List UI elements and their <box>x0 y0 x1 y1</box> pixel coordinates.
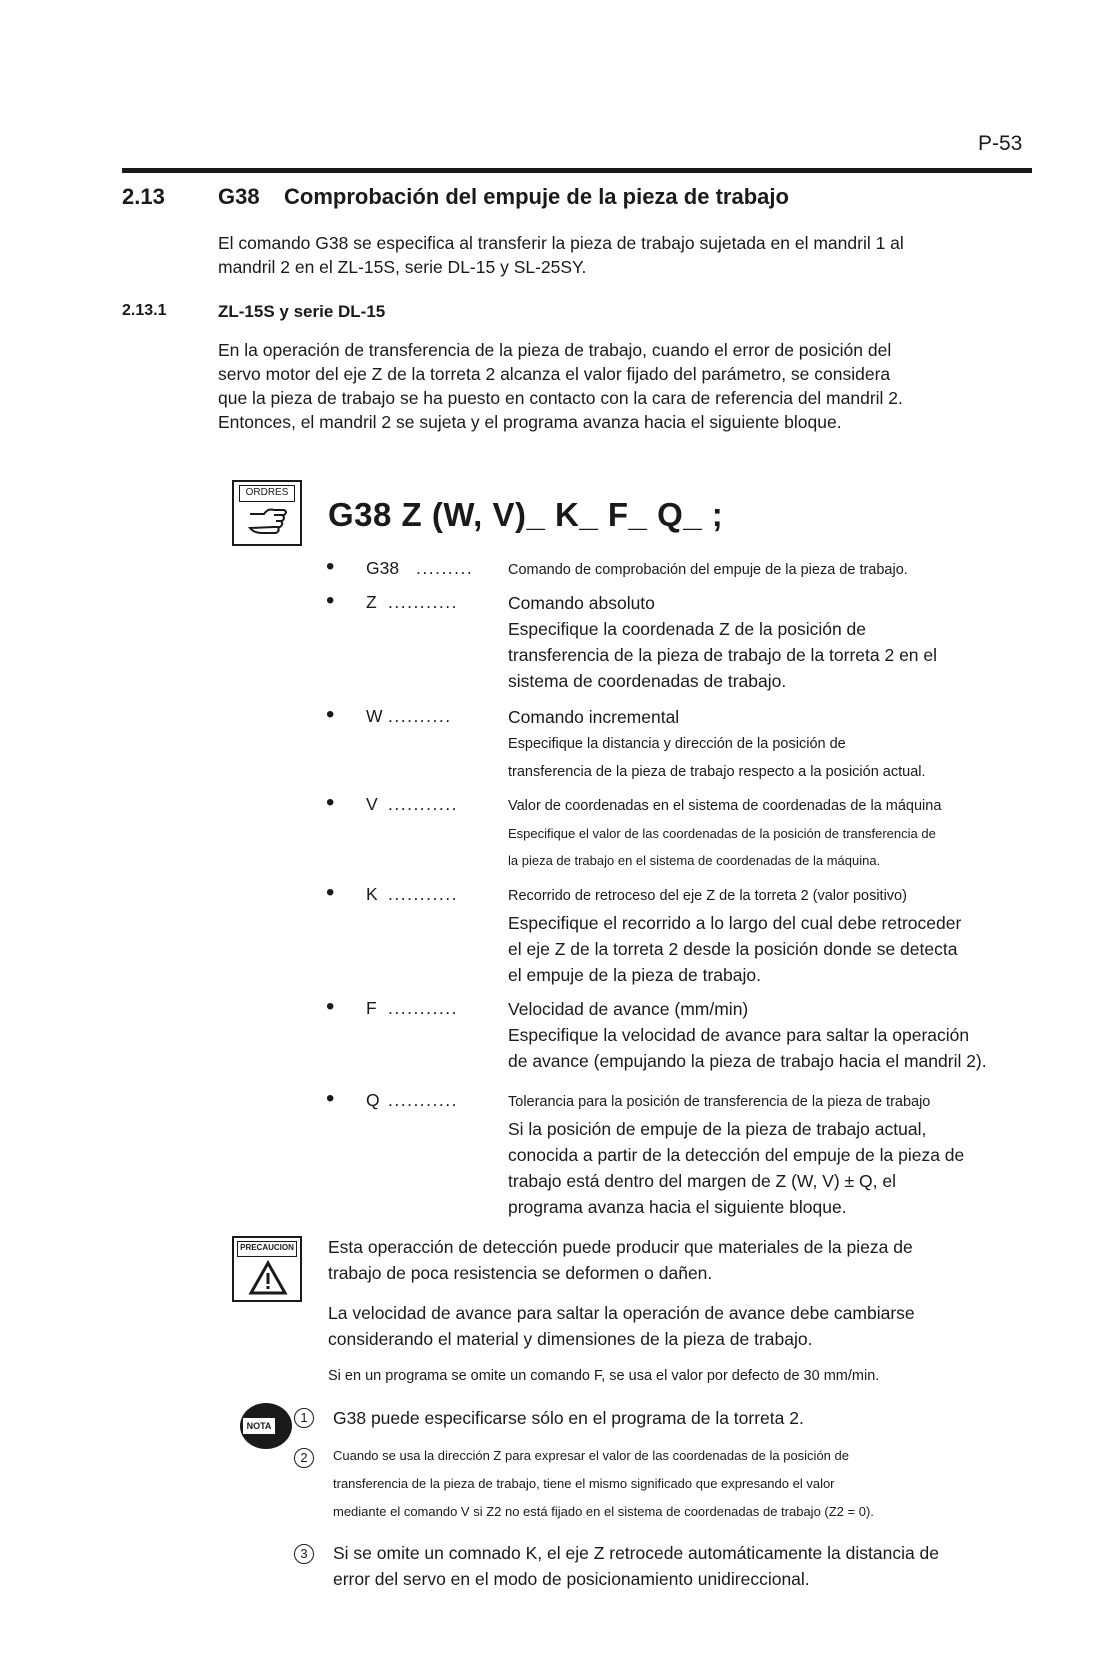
caution-small-note: Si en un programa se omite un comando F, se usa el valor por defecto de 30 mm/min. <box>328 1368 880 1384</box>
description-line: de avance (empujando la pieza de trabajo hacia el mandril 2). <box>508 1051 987 1071</box>
parameter-key: Z <box>366 592 377 612</box>
description-line: conocida a partir de la detección del empuje de la pieza de <box>508 1145 965 1165</box>
caution-paragraph-1 <box>328 1234 913 1286</box>
note-line: Si se omite un comnado K, el eje Z retrocede automáticamente la distancia de <box>333 1543 940 1563</box>
note-number: 2 <box>294 1448 314 1468</box>
note-number: 1 <box>294 1408 314 1428</box>
bullet: • <box>326 993 335 1020</box>
caution-paragraph-2 <box>328 1300 915 1352</box>
intro-line: El comando G38 se especifica al transferir la pieza de trabajo sujetada en el mandril 1 al <box>218 233 904 253</box>
note-line: error del servo en el modo de posicionamiento unidireccional. <box>333 1569 810 1589</box>
note-number: 3 <box>294 1544 314 1564</box>
leader-dots: ......... <box>416 558 474 578</box>
description-line: Valor de coordenadas en el sistema de coordenadas de la máquina <box>508 798 942 814</box>
description-line: Especifique el valor de las coordenadas de la posición de transferencia de <box>508 826 936 841</box>
note-3 <box>333 1540 939 1592</box>
bullet: • <box>326 701 335 728</box>
description-line: Especifique la coordenada Z de la posición de <box>508 619 867 639</box>
note-2 <box>333 1442 874 1526</box>
bullet: • <box>326 553 335 580</box>
section-title: G38 Comprobación del empuje de la pieza de trabajo <box>218 184 789 209</box>
ordres-label: ORDRES <box>239 485 295 502</box>
paragraph-line: que la pieza de trabajo se ha puesto en contacto con la cara de referencia del mandril 2. <box>218 388 903 408</box>
parameter-description <box>508 556 908 584</box>
leader-dots: ........... <box>388 592 458 612</box>
section-intro <box>218 231 904 279</box>
description-line: transferencia de la pieza de trabajo de la torreta 2 en el <box>508 645 938 665</box>
description-line: sistema de coordenadas de trabajo. <box>508 671 787 691</box>
paragraph-line: Entonces, el mandril 2 se sujeta y el programa avanza hacia el siguiente bloque. <box>218 412 842 432</box>
paragraph-line: servo motor del eje Z de la torreta 2 alcanza el valor fijado del parámetro, se considera <box>218 364 891 384</box>
description-line: el eje Z de la torreta 2 desde la posición donde se detecta <box>508 939 958 959</box>
description-line: trabajo está dentro del margen de Z (W, V) ± Q, el <box>508 1171 896 1191</box>
parameter-description <box>508 792 941 874</box>
subsection-number: 2.13.1 <box>122 302 167 319</box>
note-1 <box>333 1405 804 1431</box>
pointing-hand-icon <box>246 504 290 540</box>
parameter-description <box>508 882 961 988</box>
caution-line: considerando el material y dimensiones de la pieza de trabajo. <box>328 1329 813 1349</box>
caution-line: La velocidad de avance para saltar la operación de avance debe cambiarse <box>328 1303 915 1323</box>
leader-dots: ........... <box>388 794 458 814</box>
note-line: transferencia de la pieza de trabajo, tiene el mismo significado que expresando el valor <box>333 1476 835 1491</box>
page-number: P-53 <box>978 132 1023 155</box>
leader-dots: ........... <box>388 884 458 904</box>
caution-line: trabajo de poca resistencia se deformen o dañen. <box>328 1263 713 1283</box>
description-line: Comando incremental <box>508 707 680 727</box>
bullet: • <box>326 879 335 906</box>
header-rule <box>122 168 1032 173</box>
parameter-description <box>508 996 987 1074</box>
leader-dots: .......... <box>388 706 452 726</box>
intro-line: mandril 2 en el ZL-15S, serie DL-15 y SL-25SY. <box>218 257 587 277</box>
description-line: Especifique la distancia y dirección de la posición de <box>508 736 846 752</box>
description-line: Velocidad de avance (mm/min) <box>508 999 749 1019</box>
bullet: • <box>326 789 335 816</box>
note-line: mediante el comando V si Z2 no está fijado en el sistema de coordenadas de trabajo (Z2 = 0). <box>333 1504 874 1519</box>
description-line: el empuje de la pieza de trabajo. <box>508 965 761 985</box>
section-number: 2.13 <box>122 184 165 209</box>
description-line: transferencia de la pieza de trabajo respecto a la posición actual. <box>508 764 926 780</box>
warning-triangle-icon <box>248 1260 288 1296</box>
leader-dots: ........... <box>388 1090 458 1110</box>
description-line: Especifique la velocidad de avance para saltar la operación <box>508 1025 970 1045</box>
paragraph-line: En la operación de transferencia de la pieza de trabajo, cuando el error de posición del <box>218 340 892 360</box>
description-line: la pieza de trabajo en el sistema de coordenadas de la máquina. <box>508 853 881 868</box>
caution-line: Esta operacción de detección puede producir que materiales de la pieza de <box>328 1237 913 1257</box>
description-line: Especifique el recorrido a lo largo del cual debe retroceder <box>508 913 962 933</box>
parameter-key: K <box>366 884 378 904</box>
parameter-key: W <box>366 706 383 726</box>
syntax-line: G38 Z (W, V)_ K_ F_ Q_ ; <box>328 496 724 533</box>
subsection-paragraph <box>218 338 903 434</box>
description-line: Recorrido de retroceso del eje Z de la torreta 2 (valor positivo) <box>508 888 907 904</box>
description-line: Tolerancia para la posición de transferencia de la pieza de trabajo <box>508 1094 931 1110</box>
description-line: Si la posición de empuje de la pieza de trabajo actual, <box>508 1119 927 1139</box>
note-label: NOTA <box>242 1417 276 1435</box>
note-icon <box>240 1403 292 1449</box>
note-line: G38 puede especificarse sólo en el programa de la torreta 2. <box>333 1408 804 1428</box>
bullet: • <box>326 1085 335 1112</box>
bullet: • <box>326 587 335 614</box>
subsection-title: ZL-15S y serie DL-15 <box>218 302 386 321</box>
description-line: programa avanza hacia el siguiente bloque. <box>508 1197 847 1217</box>
caution-icon-box <box>232 1236 302 1302</box>
leader-dots: ........... <box>388 998 458 1018</box>
description-line: Comando de comprobación del empuje de la pieza de trabajo. <box>508 562 908 578</box>
ordres-icon-box <box>232 480 302 546</box>
parameter-key: Q <box>366 1090 380 1110</box>
caution-label: PRECAUCION <box>237 1241 297 1257</box>
note-line: Cuando se usa la dirección Z para expresar el valor de las coordenadas de la posición de <box>333 1448 849 1463</box>
parameter-description <box>508 1088 964 1220</box>
parameter-description <box>508 590 937 694</box>
parameter-key: G38 <box>366 558 400 578</box>
description-line: Comando absoluto <box>508 593 655 613</box>
parameter-key: F <box>366 998 377 1018</box>
parameter-key: V <box>366 794 378 814</box>
parameter-description <box>508 704 926 786</box>
